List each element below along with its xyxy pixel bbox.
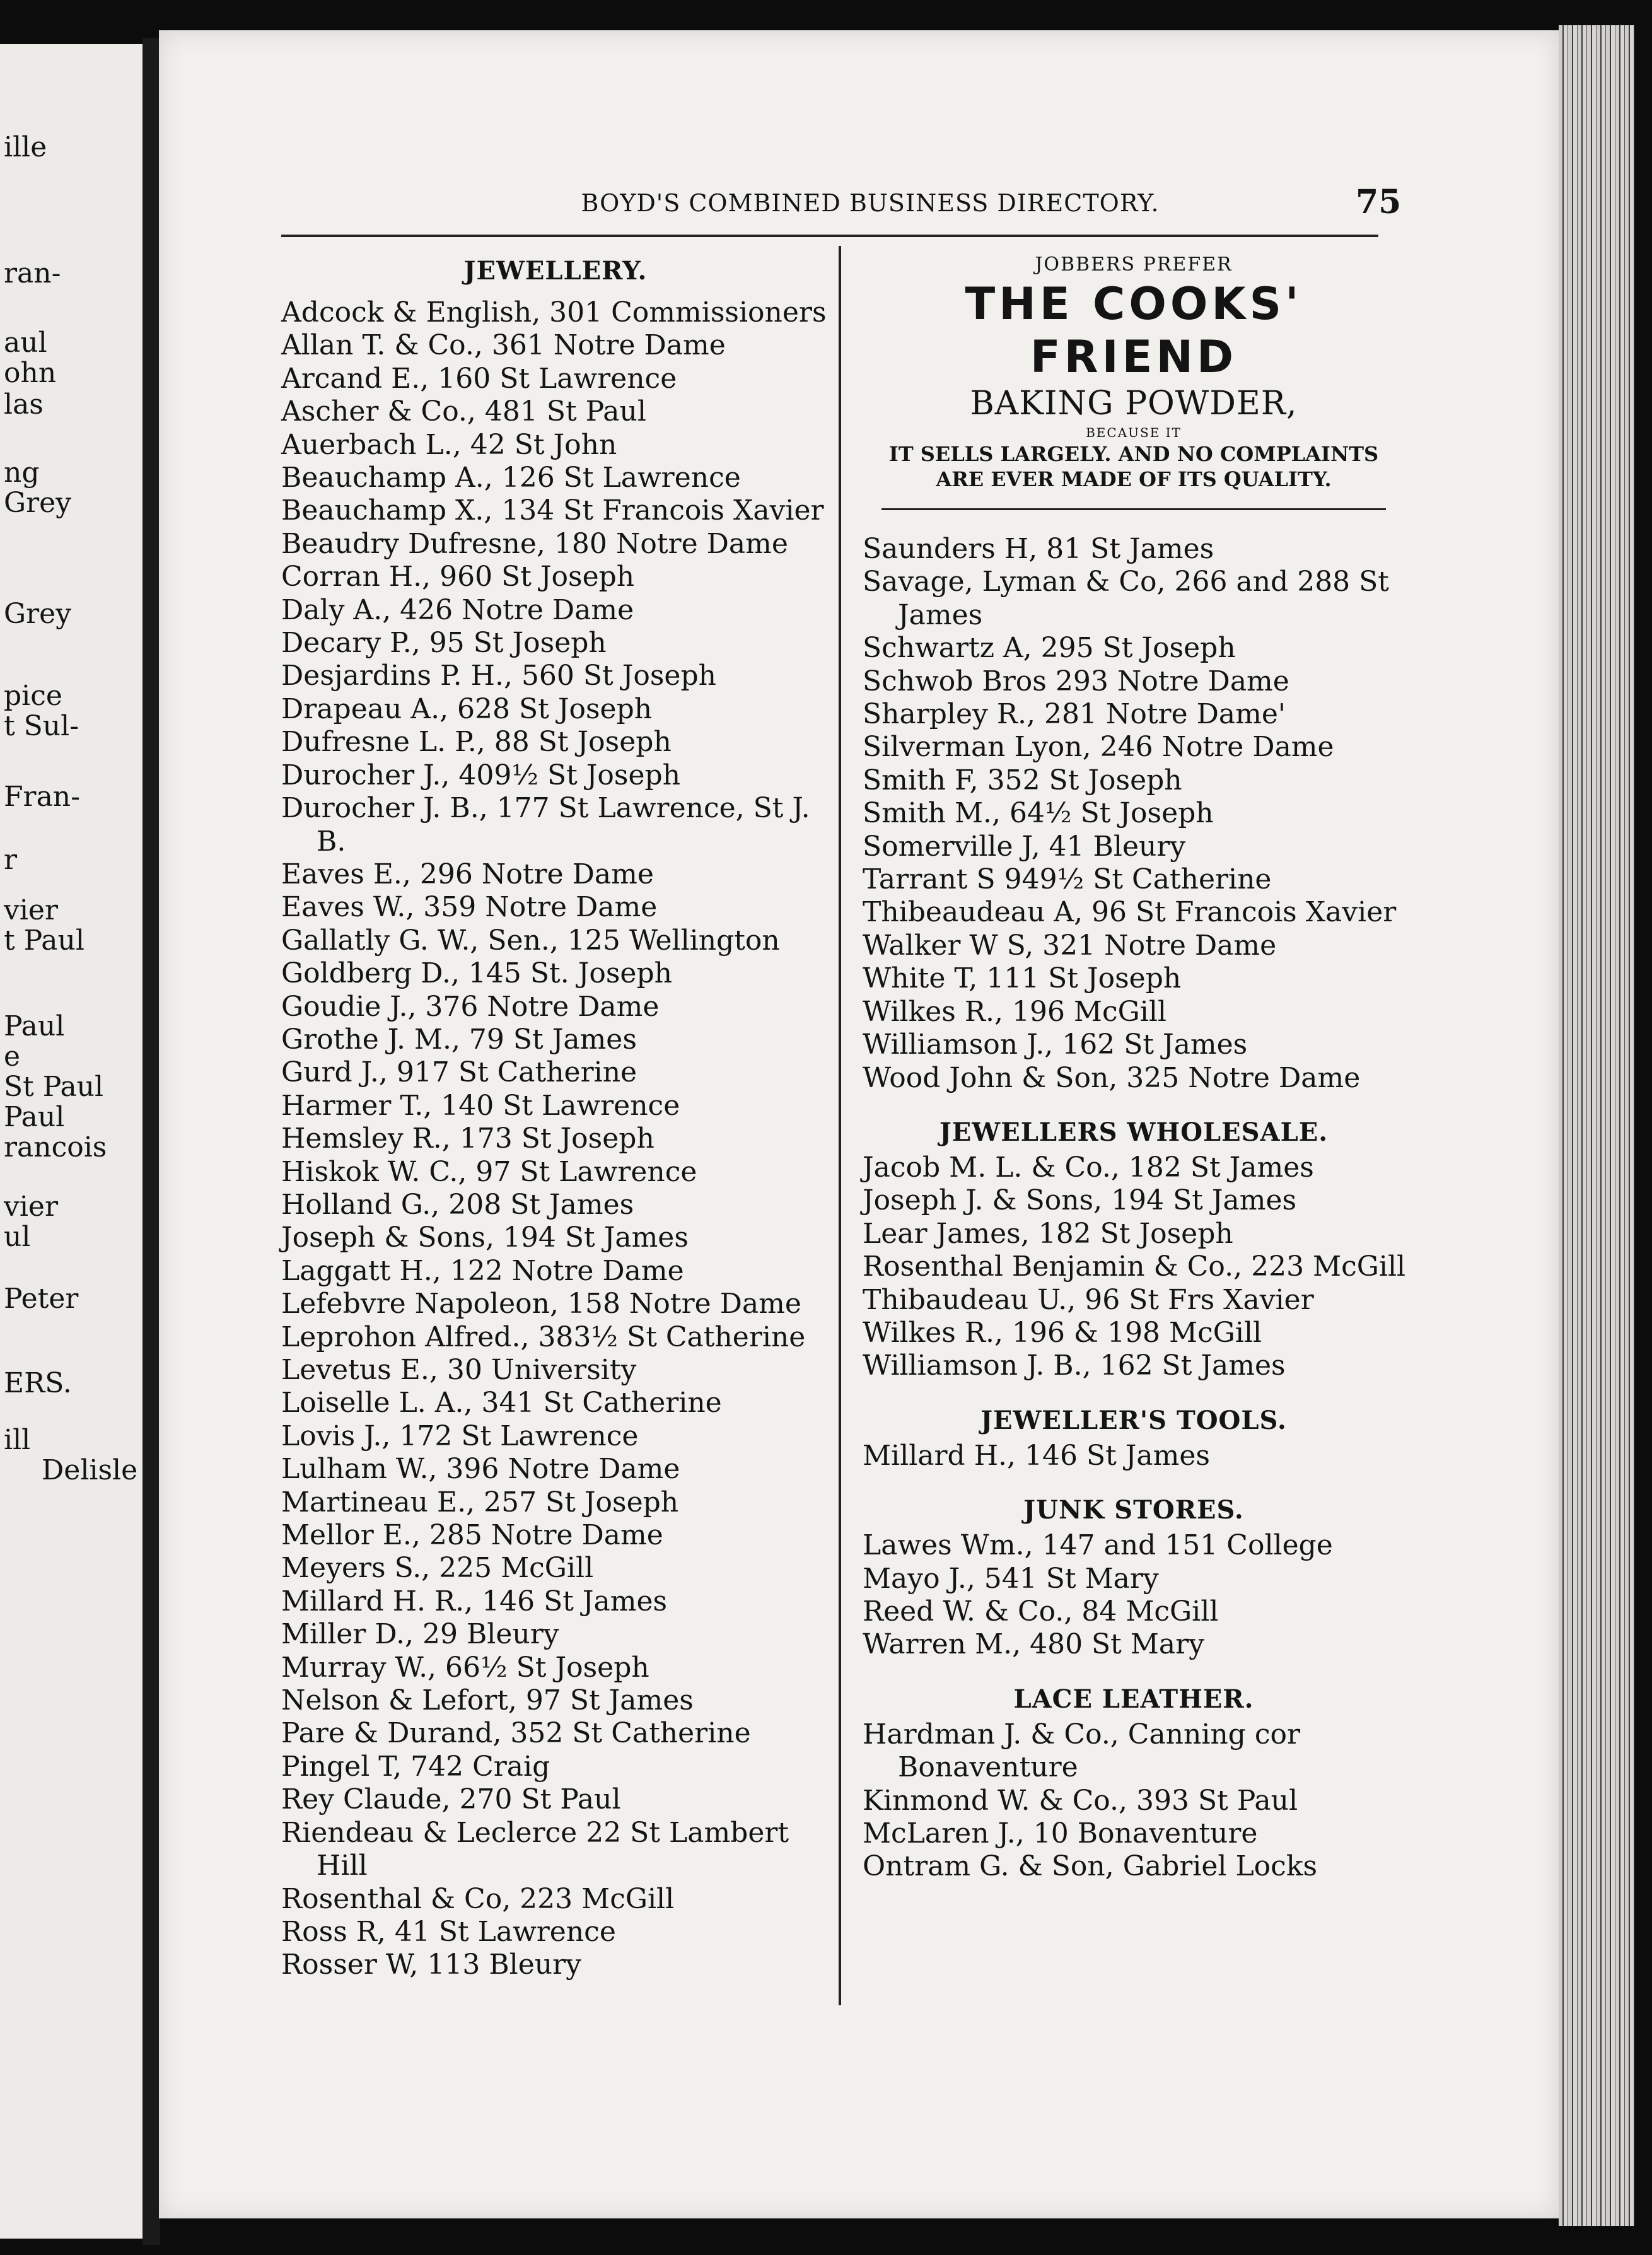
directory-entry: Auerbach L., 42 St John [281, 428, 617, 461]
directory-entry: Pingel T, 742 Craig [281, 1750, 550, 1783]
directory-entry: Millard H., 146 St James [863, 1439, 1211, 1472]
directory-entry: Silverman Lyon, 246 Notre Dame [863, 731, 1334, 764]
jewellery-continued-list [863, 533, 1405, 1095]
directory-entry: Levetus E., 30 University [281, 1354, 637, 1386]
ad-intro: JOBBERS PREFER [1035, 253, 1233, 276]
directory-entry: Rosenthal & Co, 223 McGill [281, 1882, 675, 1915]
facing-page-text-fragment: Paul [4, 1010, 65, 1042]
directory-entry: Murray W., 66½ St Joseph [281, 1651, 649, 1684]
directory-entry: Thibaudeau U., 96 St Frs Xavier [863, 1283, 1314, 1316]
directory-entry: Rey Claude, 270 St Paul [281, 1783, 621, 1816]
section-heading-lace-leather: LACE LEATHER. [1013, 1684, 1254, 1714]
section-heading-jewellery: JEWELLERY. [463, 256, 648, 286]
directory-entry: Lear James, 182 St Joseph [863, 1217, 1233, 1250]
facing-page-text-fragment: r [4, 844, 18, 876]
directory-entry: Lulham W., 396 Notre Dame [281, 1453, 680, 1486]
page-edges [1559, 25, 1634, 2226]
ad-claim-2: ARE EVER MADE OF ITS QUALITY. [936, 467, 1332, 491]
directory-entry: Wood John & Son, 325 Notre Dame [863, 1061, 1361, 1094]
facing-page-text-fragment: Grey [4, 598, 72, 630]
facing-page-text-fragment: aul [4, 327, 47, 359]
header-rule [281, 235, 1378, 237]
directory-entry: Gurd J., 917 St Catherine [281, 1056, 637, 1089]
directory-entry: Schwob Bros 293 Notre Dame [863, 665, 1289, 697]
directory-entry: Ontram G. & Son, Gabriel Locks [863, 1850, 1318, 1883]
directory-entry: Beaudry Dufresne, 180 Notre Dame [281, 527, 788, 560]
facing-page-text-fragment: Grey [4, 487, 72, 519]
right-column [863, 252, 1405, 1884]
directory-entry: Meyers S., 225 McGill [281, 1552, 594, 1585]
directory-entry: Savage, Lyman & Co, 266 and 288 St James [863, 566, 1389, 631]
facing-page-text-fragment: t Paul [4, 924, 84, 957]
directory-entry: Rosenthal Benjamin & Co., 223 McGill [863, 1250, 1406, 1283]
directory-entry: Pare & Durand, 352 St Catherine [281, 1717, 751, 1750]
directory-entry: Ascher & Co., 481 St Paul [281, 395, 646, 428]
directory-entry: Beauchamp X., 134 St Francois Xavier [281, 494, 824, 527]
junk-stores-list [863, 1529, 1405, 1662]
directory-entry: Drapeau A., 628 St Joseph [281, 692, 653, 725]
directory-entry: Goldberg D., 145 St. Joseph [281, 957, 672, 990]
facing-page-text-fragment: vier [4, 1191, 59, 1223]
directory-entry: Goudie J., 376 Notre Dame [281, 990, 660, 1023]
facing-page-text-fragment: ERS. [4, 1367, 72, 1399]
directory-entry: Martineau E., 257 St Joseph [281, 1486, 679, 1518]
facing-page-text-fragment: ul [4, 1221, 31, 1253]
column-divider [839, 246, 841, 2005]
directory-entry: Warren M., 480 St Mary [863, 1628, 1205, 1661]
lace-leather-list [863, 1718, 1405, 1884]
directory-entry: Smith F, 352 St Joseph [863, 764, 1182, 796]
directory-entry: Corran H., 960 St Joseph [281, 561, 635, 593]
directory-entry: Walker W S, 321 Notre Dame [863, 929, 1277, 962]
directory-entry: Thibeaudeau A, 96 St Francois Xavier [863, 896, 1397, 929]
directory-entry: Gallatly G. W., Sen., 125 Wellington [281, 924, 780, 957]
directory-entry: Loiselle L. A., 341 St Catherine [281, 1387, 722, 1419]
directory-entry: Holland G., 208 St James [281, 1188, 634, 1221]
directory-entry: Arcand E., 160 St Lawrence [281, 362, 677, 395]
facing-page-text-fragment: ng [4, 457, 40, 489]
directory-entry: Riendeau & Leclerce 22 St Lambert Hill [281, 1816, 789, 1882]
jewellers-wholesale-list [863, 1151, 1405, 1383]
facing-page-text-fragment: ill [4, 1424, 31, 1456]
section-heading-junk-stores: JUNK STORES. [1023, 1495, 1244, 1525]
directory-entry: Hardman J. & Co., Canning cor Bonaventure [863, 1718, 1301, 1784]
facing-page-text-fragment: ohn [4, 357, 57, 389]
directory-entry: Laggatt H., 122 Notre Dame [281, 1254, 684, 1287]
jewellers-tools-list [863, 1440, 1405, 1472]
directory-entry: Lovis J., 172 St Lawrence [281, 1419, 639, 1452]
section-heading-jewellers-tools: JEWELLER'S TOOLS. [980, 1405, 1287, 1435]
directory-entry: Schwartz A, 295 St Joseph [863, 632, 1236, 665]
facing-page-text-fragment: St Paul [4, 1071, 104, 1103]
directory-entry: Daly A., 426 Notre Dame [281, 593, 634, 626]
directory-entry: Nelson & Lefort, 97 St James [281, 1684, 694, 1717]
directory-entry: Millard H. R., 146 St James [281, 1585, 668, 1617]
directory-entry: Beauchamp A., 126 St Lawrence [281, 462, 741, 494]
left-column [281, 252, 830, 1982]
facing-page-text-fragment: Paul [4, 1101, 65, 1133]
section-heading-jewellers-wholesale: JEWELLERS WHOLESALE. [939, 1117, 1329, 1147]
directory-entry: Kinmond W. & Co., 393 St Paul [863, 1784, 1298, 1817]
page-header-title: BOYD'S COMBINED BUSINESS DIRECTORY. [581, 189, 1160, 217]
page-number: 75 [1356, 183, 1402, 221]
directory-entry: White T, 111 St Joseph [863, 962, 1182, 995]
facing-page-edge [0, 44, 143, 2239]
directory-entry: Hiskok W. C., 97 St Lawrence [281, 1155, 697, 1188]
facing-page-text-fragment: e [4, 1040, 21, 1073]
directory-entry: Durocher J. B., 177 St Lawrence, St J. B. [281, 792, 810, 858]
directory-entry: Mellor E., 285 Notre Dame [281, 1519, 663, 1552]
ad-rule [881, 508, 1386, 510]
directory-entry: Sharpley R., 281 Notre Dame' [863, 698, 1286, 731]
directory-entry: Wilkes R., 196 McGill [863, 995, 1166, 1028]
facing-page-text-fragment: Peter [4, 1283, 79, 1315]
directory-entry: Desjardins P. H., 560 St Joseph [281, 660, 716, 692]
directory-entry: Joseph J. & Sons, 194 St James [863, 1184, 1297, 1217]
directory-entry: Mayo J., 541 St Mary [863, 1562, 1159, 1595]
facing-page-text-fragment: Fran- [4, 781, 80, 813]
directory-entry: Williamson J. B., 162 St James [863, 1349, 1286, 1382]
ad-claim-1: IT SELLS LARGELY. AND NO COMPLAINTS [888, 442, 1379, 466]
directory-entry: Joseph & Sons, 194 St James [281, 1221, 689, 1254]
directory-entry: Reed W. & Co., 84 McGill [863, 1595, 1219, 1628]
directory-entry: Eaves E., 296 Notre Dame [281, 858, 654, 890]
directory-entry: Miller D., 29 Bleury [281, 1618, 559, 1651]
directory-entry: Rosser W, 113 Bleury [281, 1949, 581, 1981]
facing-page-text-fragment: t Sul- [4, 710, 79, 742]
ad-because: BECAUSE IT [1086, 425, 1182, 440]
directory-entry: Lawes Wm., 147 and 151 College [863, 1529, 1333, 1562]
directory-entry: Smith M., 64½ St Joseph [863, 797, 1214, 830]
facing-page-text-fragment: vier [4, 894, 59, 926]
facing-page-text-fragment: las [4, 388, 44, 421]
directory-entry: Saunders H, 81 St James [863, 533, 1214, 565]
directory-entry: Leprohon Alfred., 383½ St Catherine [281, 1320, 806, 1353]
jewellery-list [281, 296, 830, 1982]
directory-entry: Hemsley R., 173 St Joseph [281, 1122, 654, 1155]
directory-entry: Dufresne L. P., 88 St Joseph [281, 726, 672, 759]
facing-page-text-fragment: ille [4, 131, 47, 163]
directory-entry: Wilkes R., 196 & 198 McGill [863, 1316, 1262, 1349]
directory-entry: Ross R, 41 St Lawrence [281, 1915, 616, 1948]
directory-entry: Adcock & English, 301 Commissioners [281, 296, 827, 329]
directory-entry: Decary P., 95 St Joseph [281, 627, 607, 660]
facing-page-text-fragment: rancois [4, 1131, 107, 1163]
directory-entry: Grothe J. M., 79 St James [281, 1023, 637, 1056]
directory-entry: McLaren J., 10 Bonaventure [863, 1817, 1258, 1850]
facing-page-text-fragment: Delisle [42, 1454, 138, 1486]
directory-entry: Allan T. & Co., 361 Notre Dame [281, 329, 726, 362]
book-gutter [143, 38, 160, 2245]
directory-entry: Tarrant S 949½ St Catherine [863, 863, 1272, 896]
directory-entry: Harmer T., 140 St Lawrence [281, 1089, 680, 1122]
advertisement [863, 252, 1405, 492]
directory-entry: Jacob M. L. & Co., 182 St James [863, 1151, 1314, 1184]
directory-entry: Williamson J., 162 St James [863, 1028, 1248, 1061]
directory-entry: Durocher J., 409½ St Joseph [281, 759, 681, 791]
ad-product: BAKING POWDER, [970, 385, 1298, 422]
ad-brand: THE COOKS' FRIEND [965, 278, 1303, 383]
facing-page-text-fragment: ran- [4, 257, 61, 289]
directory-entry: Somerville J, 41 Bleury [863, 830, 1186, 863]
directory-entry: Lefebvre Napoleon, 158 Notre Dame [281, 1288, 801, 1320]
directory-entry: Eaves W., 359 Notre Dame [281, 891, 658, 924]
facing-page-text-fragment: pice [4, 680, 62, 712]
